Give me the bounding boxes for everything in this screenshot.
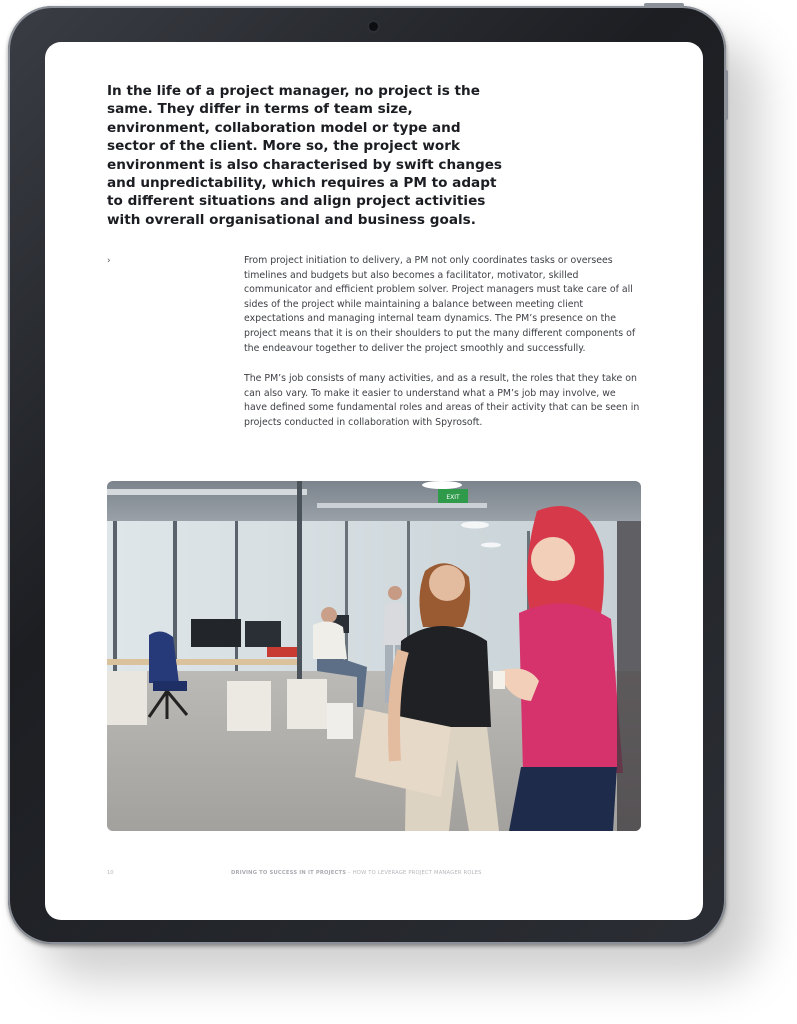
body-paragraph-2: The PM’s job consists of many activities, and as a result, the roles that they take on can also vary. To make it easier to understand what a PM’s job may involve, we have defined some fundamental roles and areas of their activity that can be seen in projects conducted in collaboration with Spyrosoft. — [244, 373, 640, 428]
bullet-marker: › — [107, 256, 111, 266]
side-button-top — [724, 70, 728, 120]
tablet-screen — [45, 42, 703, 920]
top-button — [644, 3, 684, 7]
office-photo — [107, 481, 641, 831]
page-number: 10 — [107, 870, 114, 876]
front-camera-icon — [369, 22, 378, 31]
exit-sign-label: EXIT — [446, 494, 460, 501]
footer-title-sub: – HOW TO LEVERAGE PROJECT MANAGER ROLES — [346, 870, 482, 876]
body-paragraph-1: From project initiation to delivery, a PM not only coordinates tasks or oversees timelines and budgets but also becomes a facilitator, motivator, skilled communicator and efficient problem solver. Project managers must take care of all sides of the project while maintaining a balance between meeting client expectations and managing internal team dynamics. The PM’s presence on the project means that it is on their shoulders to put the many different components of the endeavour together to deliver the project smoothly and successfully. — [244, 255, 636, 354]
body-text — [244, 254, 640, 447]
page-footer — [107, 870, 667, 882]
footer-title — [231, 870, 482, 876]
lead-paragraph: In the life of a project manager, no project is the same. They differ in terms of team size, environment, collaboration model or type and sector of the client. More so, the project work environment is also characterised by swift changes and unpredictability, which requires a PM to adapt to different situations and align project activities with ovrerall organisational and business goals. — [107, 83, 503, 228]
footer-title-main: DRIVING TO SUCCESS IN IT PROJECTS — [231, 870, 347, 876]
tablet-device — [8, 6, 726, 944]
